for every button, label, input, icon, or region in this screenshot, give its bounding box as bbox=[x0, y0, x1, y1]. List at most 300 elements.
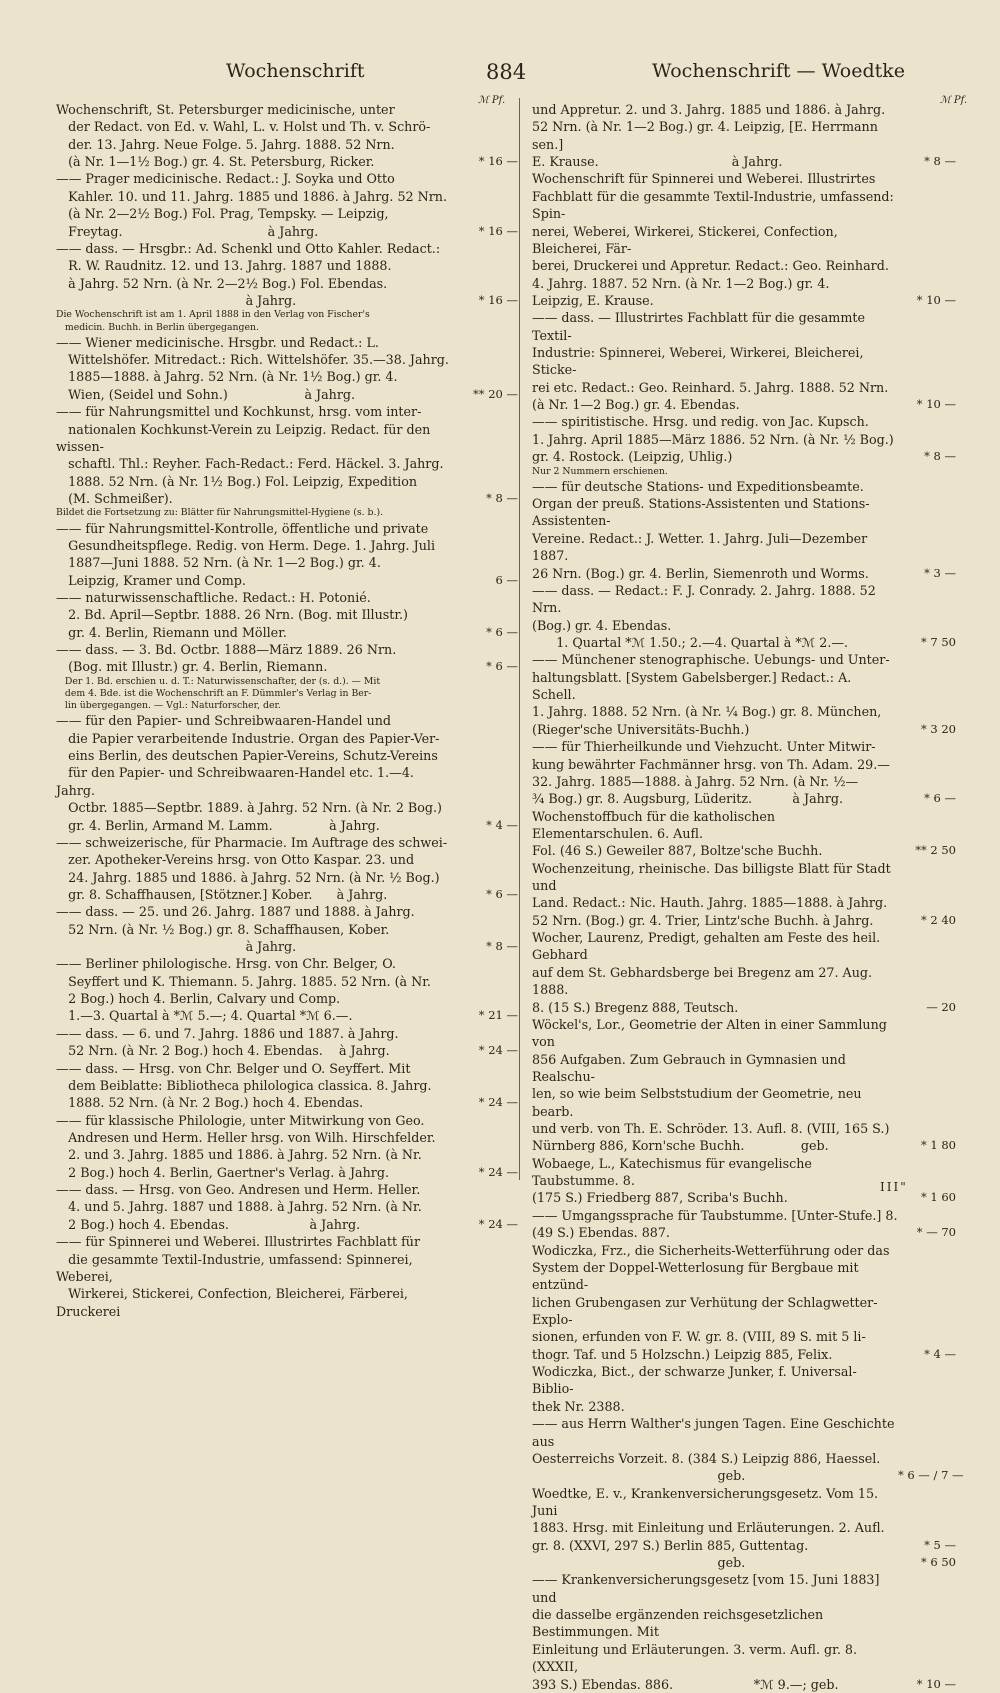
entry-price bbox=[454, 688, 518, 700]
entry-price bbox=[454, 1285, 518, 1320]
entry-text: —— Prager medicinische. Redact.: J. Soyka und Otto bbox=[56, 171, 395, 187]
entry-text: (Bog.) gr. 4. Ebendas. bbox=[532, 617, 672, 633]
entry-line bbox=[532, 431, 956, 448]
entry-price: * 8 — bbox=[924, 449, 956, 464]
entry-text: Seyffert und K. Thiemann. 5. Jahrg. 1885. 52 Nrn. (à Nr. bbox=[56, 973, 431, 989]
entry-price bbox=[454, 641, 518, 658]
entry-price bbox=[898, 431, 956, 448]
entry-text: medicin. Buchh. in Berlin übergegangen. bbox=[56, 321, 259, 333]
entry-price bbox=[898, 651, 956, 668]
entry-price bbox=[454, 403, 518, 420]
entry-price bbox=[454, 240, 518, 257]
entry-line bbox=[532, 617, 956, 634]
entry-price: * 2 40 bbox=[920, 912, 956, 927]
entry-text: und verb. von Th. E. Schröder. 13. Aufl. 8. (VIII, 165 S.) bbox=[532, 1121, 890, 1137]
entry-price: * 3 — bbox=[924, 565, 956, 580]
entry-line bbox=[56, 869, 518, 886]
entry-price bbox=[898, 808, 956, 843]
entry-text: à Jahrg. bbox=[56, 939, 297, 955]
entry-price bbox=[898, 738, 956, 755]
entry-line bbox=[532, 634, 956, 651]
entry-price bbox=[454, 903, 518, 920]
entry-line bbox=[532, 1519, 956, 1536]
entry-price bbox=[898, 964, 956, 999]
entry-line bbox=[56, 606, 518, 623]
entry-price: * 6 — bbox=[486, 886, 518, 901]
entry-price bbox=[898, 188, 956, 223]
entry-text: —— Münchener stenographische. Uebungs- und Unter- bbox=[532, 652, 890, 668]
entry-line bbox=[56, 1094, 518, 1111]
entry-price bbox=[454, 170, 518, 187]
entry-price bbox=[898, 1207, 956, 1224]
entry-text: (Bog. mit Illustr.) gr. 4. Berlin, Riemann. bbox=[56, 659, 328, 675]
entry-line bbox=[532, 651, 956, 668]
entry-text: 26 Nrn. (Bog.) gr. 4. Berlin, Siemenroth und Worms. bbox=[532, 565, 869, 581]
entry-line bbox=[56, 955, 518, 972]
entry-price bbox=[454, 1251, 518, 1286]
entry-line bbox=[532, 153, 956, 170]
note-line bbox=[532, 466, 956, 478]
note-line bbox=[56, 676, 518, 688]
entry-price: * 4 — bbox=[486, 817, 518, 832]
entry-line bbox=[532, 1415, 956, 1450]
entry-price bbox=[454, 455, 518, 472]
entry-text: 2. Bd. April—Septbr. 1888. 26 Nrn. (Bog. mit Illustr.) bbox=[56, 607, 409, 623]
entry-line bbox=[532, 912, 956, 929]
entry-line bbox=[56, 257, 518, 274]
entry-text: lin übergegangen. — Vgl.: Naturforscher, der. bbox=[56, 700, 281, 712]
note-line bbox=[56, 322, 518, 334]
entry-line bbox=[532, 1363, 956, 1398]
entry-text: —— dass. — 6. und 7. Jahrg. 1886 und 1887. à Jahrg. bbox=[56, 1025, 399, 1041]
entry-line bbox=[532, 703, 956, 720]
entry-price bbox=[898, 1085, 956, 1120]
entry-price bbox=[454, 1146, 518, 1163]
entry-text: kung bewährter Fachmänner hrsg. von Th. Adam. 29.— bbox=[532, 756, 890, 772]
entry-price bbox=[898, 929, 956, 964]
entry-text: Wien, (Seidel und Sohn.) à Jahrg. bbox=[56, 386, 356, 402]
entry-text: E. Krause. à Jahrg. bbox=[532, 154, 783, 170]
entry-line bbox=[56, 572, 518, 589]
entry-price bbox=[898, 1641, 956, 1676]
entry-text: für den Papier- und Schreibwaaren-Handel etc. 1.—4. Jahrg. bbox=[56, 765, 418, 798]
entry-line bbox=[532, 379, 956, 396]
entry-text: 1888. 52 Nrn. (à Nr. 2 Bog.) hoch 4. Ebendas. bbox=[56, 1095, 364, 1111]
entry-price bbox=[454, 764, 518, 799]
entry-price bbox=[454, 1181, 518, 1198]
entry-text: —— schweizerische, für Pharmacie. Im Auftrage des schwei- bbox=[56, 834, 448, 850]
entry-line bbox=[56, 658, 518, 675]
entry-line bbox=[56, 624, 518, 641]
entry-text: Industrie: Spinnerei, Weberei, Wirkerei, Bleicherei, Sticke- bbox=[532, 345, 868, 378]
entry-text: 2 Bog.) hoch 4. Ebendas. à Jahrg. bbox=[56, 1216, 361, 1232]
entry-text: 1. Jahrg. 1888. 52 Nrn. (à Nr. ¼ Bog.) gr. 8. München, bbox=[532, 704, 882, 720]
entry-line bbox=[56, 589, 518, 606]
entry-price: * 6 — / 7 — bbox=[898, 1468, 964, 1483]
entry-text: die dasselbe ergänzenden reichsgesetzlichen Bestimmungen. Mit bbox=[532, 1607, 828, 1640]
entry-line bbox=[532, 565, 956, 582]
entry-line bbox=[56, 1198, 518, 1215]
entry-line bbox=[56, 1285, 518, 1320]
entry-text: nationalen Kochkunst-Verein zu Leipzig. Redact. für den wissen- bbox=[56, 421, 435, 454]
entry-price: * 8 — bbox=[486, 939, 518, 954]
entry-price bbox=[898, 170, 956, 187]
note-line bbox=[56, 309, 518, 321]
entry-text: (Rieger'sche Universitäts-Buchh.) bbox=[532, 721, 750, 737]
entry-text: Wochenzeitung, rheinische. Das billigste Blatt für Stadt und bbox=[532, 860, 895, 894]
entry-text: Fol. (46 S.) Geweiler 887, Boltze'sche Buchh. bbox=[532, 843, 823, 859]
entry-price: * 6 — bbox=[924, 791, 956, 806]
entry-text: 2 Bog.) hoch 4. Berlin, Gaertner's Verlag. à Jahrg. bbox=[56, 1164, 389, 1180]
entry-text: Freytag. à Jahrg. bbox=[56, 223, 319, 239]
entry-price: * 24 — bbox=[478, 1216, 518, 1231]
entry-line bbox=[532, 1554, 956, 1571]
entry-text: Vereine. Redact.: J. Wetter. 1. Jahrg. Juli—Dezember 1887. bbox=[532, 530, 872, 564]
entry-price: * 8 — bbox=[486, 490, 518, 505]
entry-text: 52 Nrn. (Bog.) gr. 4. Trier, Lintz'sche Buchh. à Jahrg. bbox=[532, 912, 874, 928]
entry-line bbox=[532, 860, 956, 895]
entry-price bbox=[898, 756, 956, 773]
entry-text: Nur 2 Nummern erschienen. bbox=[532, 465, 668, 477]
entry-line bbox=[532, 842, 956, 859]
entry-line bbox=[56, 1129, 518, 1146]
entry-text: berei, Druckerei und Appretur. Redact.: Geo. Reinhard. bbox=[532, 258, 889, 274]
entry-line bbox=[532, 478, 956, 495]
entry-text: (49 S.) Ebendas. 887. bbox=[532, 1225, 670, 1241]
note-line bbox=[56, 507, 518, 519]
entry-text: und Appretur. 2. und 3. Jahrg. 1885 und 1886. à Jahrg. bbox=[532, 102, 886, 117]
entry-price bbox=[454, 368, 518, 385]
entry-line bbox=[532, 1571, 956, 1606]
entry-line bbox=[56, 386, 518, 403]
entry-text: Kahler. 10. und 11. Jahrg. 1885 und 1886. à Jahrg. 52 Nrn. bbox=[56, 188, 448, 204]
entry-price: * 16 — bbox=[478, 223, 518, 238]
entry-line bbox=[532, 790, 956, 807]
entry-line bbox=[532, 999, 956, 1016]
entry-line bbox=[56, 921, 518, 938]
note-line bbox=[56, 700, 518, 712]
entry-line bbox=[56, 223, 518, 240]
entry-text: —— naturwissenschaftliche. Redact.: H. Potonié. bbox=[56, 589, 371, 605]
entry-price bbox=[898, 495, 956, 530]
entry-price bbox=[898, 1485, 956, 1520]
entry-text: (à Nr. 2—2½ Bog.) Fol. Prag, Tempsky. — Leipzig, bbox=[56, 206, 389, 222]
entry-line bbox=[56, 421, 518, 456]
entry-line bbox=[56, 886, 518, 903]
entry-line bbox=[532, 1016, 956, 1051]
entry-line bbox=[56, 903, 518, 920]
entry-price: * 16 — bbox=[478, 154, 518, 169]
entry-price bbox=[454, 118, 518, 135]
entry-text: Der 1. Bd. erschien u. d. T.: Naturwissenschafter, der (s. d.). — Mit bbox=[56, 675, 381, 687]
entry-price bbox=[454, 869, 518, 886]
entry-line bbox=[56, 455, 518, 472]
entry-line bbox=[532, 292, 956, 309]
entry-text: Woedtke, E. v., Krankenversicherungsgesetz. Vom 15. Juni bbox=[532, 1485, 883, 1518]
entry-text: dem 4. Bde. ist die Wochenschrift an F. Dümmler's Verlag in Ber- bbox=[56, 687, 372, 699]
entry-text: —— für deutsche Stations- und Expeditionsbeamte. bbox=[532, 478, 864, 494]
entry-line bbox=[56, 799, 518, 816]
entry-line bbox=[532, 756, 956, 773]
entry-price bbox=[898, 1259, 956, 1294]
entry-text: ¾ Bog.) gr. 8. Augsburg, Lüderitz. à Jahrg. bbox=[532, 791, 844, 807]
page-number: 884 bbox=[486, 60, 527, 84]
entry-line bbox=[532, 1676, 956, 1693]
entry-price: * 5 — bbox=[924, 1537, 956, 1552]
entry-line bbox=[56, 153, 518, 170]
entry-text: Wirkerei, Stickerei, Confection, Bleicherei, Färberei, Druckerei bbox=[56, 1286, 412, 1319]
entry-price bbox=[454, 421, 518, 456]
entry-line bbox=[56, 1112, 518, 1129]
entry-text: Land. Redact.: Nic. Hauth. Jahrg. 1885—1888. à Jahrg. bbox=[532, 895, 888, 911]
entry-text: 1885—1888. à Jahrg. 52 Nrn. (à Nr. 1½ Bog.) gr. 4. bbox=[56, 369, 398, 385]
entry-price bbox=[454, 188, 518, 205]
entry-price bbox=[454, 834, 518, 851]
entry-line bbox=[532, 773, 956, 790]
entry-price: 6 — bbox=[495, 572, 518, 587]
entry-line bbox=[56, 205, 518, 222]
entry-price: * 24 — bbox=[478, 1043, 518, 1058]
entry-text: 856 Aufgaben. Zum Gebrauch in Gymnasien und Realschu- bbox=[532, 1051, 850, 1084]
entry-price bbox=[454, 851, 518, 868]
entry-line bbox=[56, 1251, 518, 1286]
entry-price bbox=[454, 136, 518, 153]
entry-text: 1. Quartal *ℳ 1.50.; 2.—4. Quartal à *ℳ 2.—. bbox=[532, 634, 849, 650]
entry-price: * 4 — bbox=[924, 1346, 956, 1361]
entry-price bbox=[454, 676, 518, 688]
entry-line bbox=[532, 894, 956, 911]
entry-line bbox=[532, 1120, 956, 1137]
running-head-left: Wochenschrift bbox=[226, 60, 365, 82]
entry-line bbox=[532, 669, 956, 704]
entry-text: —— dass. — 25. und 26. Jahrg. 1887 und 1888. à Jahrg. bbox=[56, 904, 415, 920]
entry-text: —— dass. — Hrsg. von Geo. Andresen und Herm. Heller. bbox=[56, 1182, 421, 1198]
entry-text: —— spiritistische. Hrsg. und redig. von Jac. Kupsch. bbox=[532, 414, 869, 430]
entry-line bbox=[56, 1146, 518, 1163]
entry-text: 4. und 5. Jahrg. 1887 und 1888. à Jahrg. 52 Nrn. (à Nr. bbox=[56, 1199, 422, 1215]
entry-text: —— für Thierheilkunde und Viehzucht. Unter Mitwir- bbox=[532, 739, 876, 755]
entry-line bbox=[532, 257, 956, 274]
entry-line bbox=[56, 490, 518, 507]
entry-text: —— Krankenversicherungsgesetz [vom 15. Juni 1883] und bbox=[532, 1572, 884, 1605]
entry-line bbox=[532, 1398, 956, 1415]
entry-line bbox=[532, 101, 956, 118]
entry-text: len, so wie beim Selbststudium der Geometrie, neu bearb. bbox=[532, 1086, 866, 1119]
entry-price bbox=[454, 973, 518, 990]
entry-line bbox=[56, 641, 518, 658]
entry-text: Wochenschrift, St. Petersburger medicinische, unter bbox=[56, 102, 395, 117]
entry-line bbox=[56, 747, 518, 764]
entry-price: * 3 20 bbox=[920, 721, 956, 736]
entry-price bbox=[454, 257, 518, 274]
entry-line bbox=[56, 188, 518, 205]
entry-price bbox=[454, 554, 518, 571]
entry-price bbox=[454, 799, 518, 816]
entry-text: Leipzig, Kramer und Comp. bbox=[56, 572, 246, 588]
entry-text: 1.—3. Quartal à *ℳ 5.—; 4. Quartal *ℳ 6.—. bbox=[56, 1008, 353, 1024]
entry-line bbox=[56, 368, 518, 385]
entry-line bbox=[56, 1077, 518, 1094]
entry-text: gr. 4. Berlin, Armand M. Lamm. à Jahrg. bbox=[56, 817, 380, 833]
entry-price bbox=[454, 520, 518, 537]
entry-text: gr. 4. Rostock. (Leipzig, Uhlig.) bbox=[532, 449, 733, 465]
entry-line bbox=[56, 1181, 518, 1198]
entry-text: (à Nr. 1—1½ Bog.) gr. 4. St. Petersburg, Ricker. bbox=[56, 154, 375, 170]
entry-price bbox=[454, 921, 518, 938]
entry-text: 1. Jahrg. April 1885—März 1886. 52 Nrn. (à Nr. ½ Bog.) bbox=[532, 431, 894, 447]
entry-text: auf dem St. Gebhardsberge bei Bregenz am 27. Aug. 1888. bbox=[532, 964, 877, 998]
entry-price: * 10 — bbox=[916, 292, 956, 307]
entry-line bbox=[532, 929, 956, 964]
entry-text: Gesundheitspflege. Redig. von Herm. Dege. 1. Jahrg. Juli bbox=[56, 537, 435, 553]
entry-line bbox=[56, 973, 518, 990]
entry-price bbox=[898, 1016, 956, 1051]
column-divider bbox=[519, 98, 520, 1180]
entry-line bbox=[56, 817, 518, 834]
price-column-header-left: ℳ Pf. bbox=[478, 95, 506, 106]
entry-price bbox=[898, 1398, 956, 1415]
entry-line bbox=[56, 334, 518, 351]
entry-text: Leipzig, E. Krause. bbox=[532, 292, 654, 308]
entry-text: der. 13. Jahrg. Neue Folge. 5. Jahrg. 1888. 52 Nrn. bbox=[56, 136, 395, 152]
entry-price: * 1 80 bbox=[920, 1138, 956, 1153]
entry-price: * 6 50 bbox=[920, 1555, 956, 1570]
entry-text: Wöckel's, Lor., Geometrie der Alten in einer Sammlung von bbox=[532, 1016, 891, 1050]
entry-text: —— dass. — Hrsgbr.: Ad. Schenkl und Otto Kahler. Redact.: bbox=[56, 240, 441, 256]
entry-text: Oesterreichs Vorzeit. 8. (384 S.) Leipzig 886, Haessel. bbox=[532, 1450, 881, 1466]
entry-price bbox=[898, 703, 956, 720]
entry-text: —— dass. — Illustrirtes Fachblatt für die gesammte Textil- bbox=[532, 310, 870, 343]
entry-line bbox=[56, 1042, 518, 1059]
entry-text: die Papier verarbeitende Industrie. Organ des Papier-Ver- bbox=[56, 730, 440, 746]
entry-price bbox=[454, 955, 518, 972]
entry-text: haltungsblatt. [System Gabelsberger.] Redact.: A. Schell. bbox=[532, 669, 856, 703]
entry-price: * 24 — bbox=[478, 1095, 518, 1110]
entry-line bbox=[56, 275, 518, 292]
entry-price bbox=[454, 990, 518, 1007]
entry-price bbox=[898, 860, 956, 895]
entry-line bbox=[532, 309, 956, 344]
entry-line bbox=[56, 292, 518, 309]
entry-price bbox=[454, 309, 518, 321]
entry-price bbox=[898, 773, 956, 790]
entry-price bbox=[454, 334, 518, 351]
entry-price bbox=[898, 344, 956, 379]
entry-text: Wodiczka, Bict., der schwarze Junker, f. Universal-Biblio- bbox=[532, 1364, 857, 1397]
entry-line bbox=[56, 118, 518, 135]
entry-line bbox=[532, 1259, 956, 1294]
entry-price bbox=[454, 1112, 518, 1129]
entry-line bbox=[56, 520, 518, 537]
entry-line bbox=[56, 240, 518, 257]
entry-price bbox=[898, 894, 956, 911]
entry-line bbox=[56, 1216, 518, 1233]
entry-line bbox=[532, 1242, 956, 1259]
entry-text: Bildet die Fortsetzung zu: Blätter für Nahrungsmittel-Hygiene (s. b.). bbox=[56, 507, 384, 519]
entry-text: Andresen und Herm. Heller hrsg. von Wilh. Hirschfelder. bbox=[56, 1129, 436, 1145]
entry-line bbox=[56, 730, 518, 747]
entry-price bbox=[898, 530, 956, 565]
entry-line bbox=[532, 1606, 956, 1641]
entry-text: 32. Jahrg. 1885—1888. à Jahrg. 52 Nrn. (à Nr. ½— bbox=[532, 773, 859, 789]
entry-line bbox=[532, 1485, 956, 1520]
entry-price: * 8 — bbox=[924, 154, 956, 169]
footer-mark: III" bbox=[880, 1180, 908, 1194]
entry-price: * 6 — bbox=[486, 624, 518, 639]
entry-line bbox=[532, 1137, 956, 1154]
entry-line bbox=[532, 964, 956, 999]
entry-text: die gesammte Textil-Industrie, umfassend: Spinnerei, Weberei, bbox=[56, 1251, 417, 1284]
entry-text: à Jahrg. bbox=[56, 292, 297, 308]
entry-line bbox=[532, 118, 956, 153]
entry-price bbox=[454, 606, 518, 623]
entry-price: * — 70 bbox=[916, 1225, 956, 1240]
entry-price bbox=[898, 582, 956, 617]
entry-text: nerei, Weberei, Wirkerei, Stickerei, Confection, Bleicherei, Fär- bbox=[532, 223, 842, 256]
entry-price bbox=[454, 1025, 518, 1042]
entry-price bbox=[454, 1198, 518, 1215]
entry-price bbox=[898, 309, 956, 344]
entry-text: Einleitung und Erläuterungen. 3. verm. Aufl. gr. 8. (XXXII, bbox=[532, 1641, 862, 1675]
entry-price bbox=[898, 1363, 956, 1398]
entry-text: à Jahrg. 52 Nrn. (à Nr. 2—2½ Bog.) Fol. Ebendas. bbox=[56, 275, 388, 291]
entry-line bbox=[532, 1641, 956, 1676]
entry-price bbox=[454, 1233, 518, 1250]
entry-price: * 21 — bbox=[478, 1008, 518, 1023]
entry-line bbox=[532, 344, 956, 379]
entry-text: eins Berlin, des deutschen Papier-Vereins, Schutz-Vereins bbox=[56, 748, 438, 764]
entry-text: gr. 8. Schaffhausen, [Stötzner.] Kober. à Jahrg. bbox=[56, 886, 388, 902]
entry-price bbox=[898, 118, 956, 153]
entry-line bbox=[532, 530, 956, 565]
entry-text: —— Berliner philologische. Hrsg. von Chr. Belger, O. bbox=[56, 956, 396, 972]
entry-text: 24. Jahrg. 1885 und 1886. à Jahrg. 52 Nrn. (à Nr. ½ Bog.) bbox=[56, 869, 440, 885]
entry-line bbox=[532, 1224, 956, 1241]
entry-line bbox=[56, 834, 518, 851]
entry-price bbox=[454, 730, 518, 747]
entry-text: thogr. Taf. und 5 Holzschn.) Leipzig 885, Felix. bbox=[532, 1346, 833, 1362]
entry-price bbox=[454, 747, 518, 764]
entry-price bbox=[898, 1415, 956, 1450]
entry-line bbox=[56, 537, 518, 554]
entry-text: 2 Bog.) hoch 4. Berlin, Calvary und Comp. bbox=[56, 991, 341, 1007]
entry-text: lichen Grubengasen zur Verhütung der Schlagwetter-Explo- bbox=[532, 1294, 878, 1327]
entry-line bbox=[532, 1051, 956, 1086]
entry-text: —— dass. — Hrsg. von Chr. Belger und O. Seyffert. Mit bbox=[56, 1060, 411, 1076]
entry-text: (à Nr. 1—2 Bog.) gr. 4. Ebendas. bbox=[532, 397, 740, 413]
entry-price bbox=[898, 413, 956, 430]
entry-line bbox=[532, 413, 956, 430]
entry-price: * 6 — bbox=[486, 659, 518, 674]
entry-line bbox=[532, 448, 956, 465]
entry-price bbox=[898, 478, 956, 495]
entry-text: —— für Spinnerei und Weberei. Illustrirtes Fachblatt für bbox=[56, 1234, 421, 1250]
entry-text: schaftl. Thl.: Reyher. Fach-Redact.: Ferd. Häckel. 3. Jahrg. bbox=[56, 456, 444, 472]
entry-price bbox=[898, 1606, 956, 1641]
entry-price: * 24 — bbox=[478, 1164, 518, 1179]
entry-line bbox=[532, 1467, 964, 1484]
entry-text: rei etc. Redact.: Geo. Reinhard. 5. Jahrg. 1888. 52 Nrn. bbox=[532, 379, 889, 395]
entry-text: geb. bbox=[532, 1555, 746, 1571]
entry-text: 393 S.) Ebendas. 886. *ℳ 9.—; geb. bbox=[532, 1676, 839, 1692]
entry-text: gr. 4. Berlin, Riemann und Möller. bbox=[56, 624, 287, 640]
entry-line bbox=[56, 1060, 518, 1077]
entry-text: —— Umgangssprache für Taubstumme. [Unter-Stufe.] 8. bbox=[532, 1207, 898, 1223]
entry-text: 1883. Hrsg. mit Einleitung und Erläuterungen. 2. Aufl. bbox=[532, 1520, 885, 1536]
entry-line bbox=[56, 851, 518, 868]
entry-price bbox=[898, 101, 956, 118]
entry-price bbox=[454, 700, 518, 712]
